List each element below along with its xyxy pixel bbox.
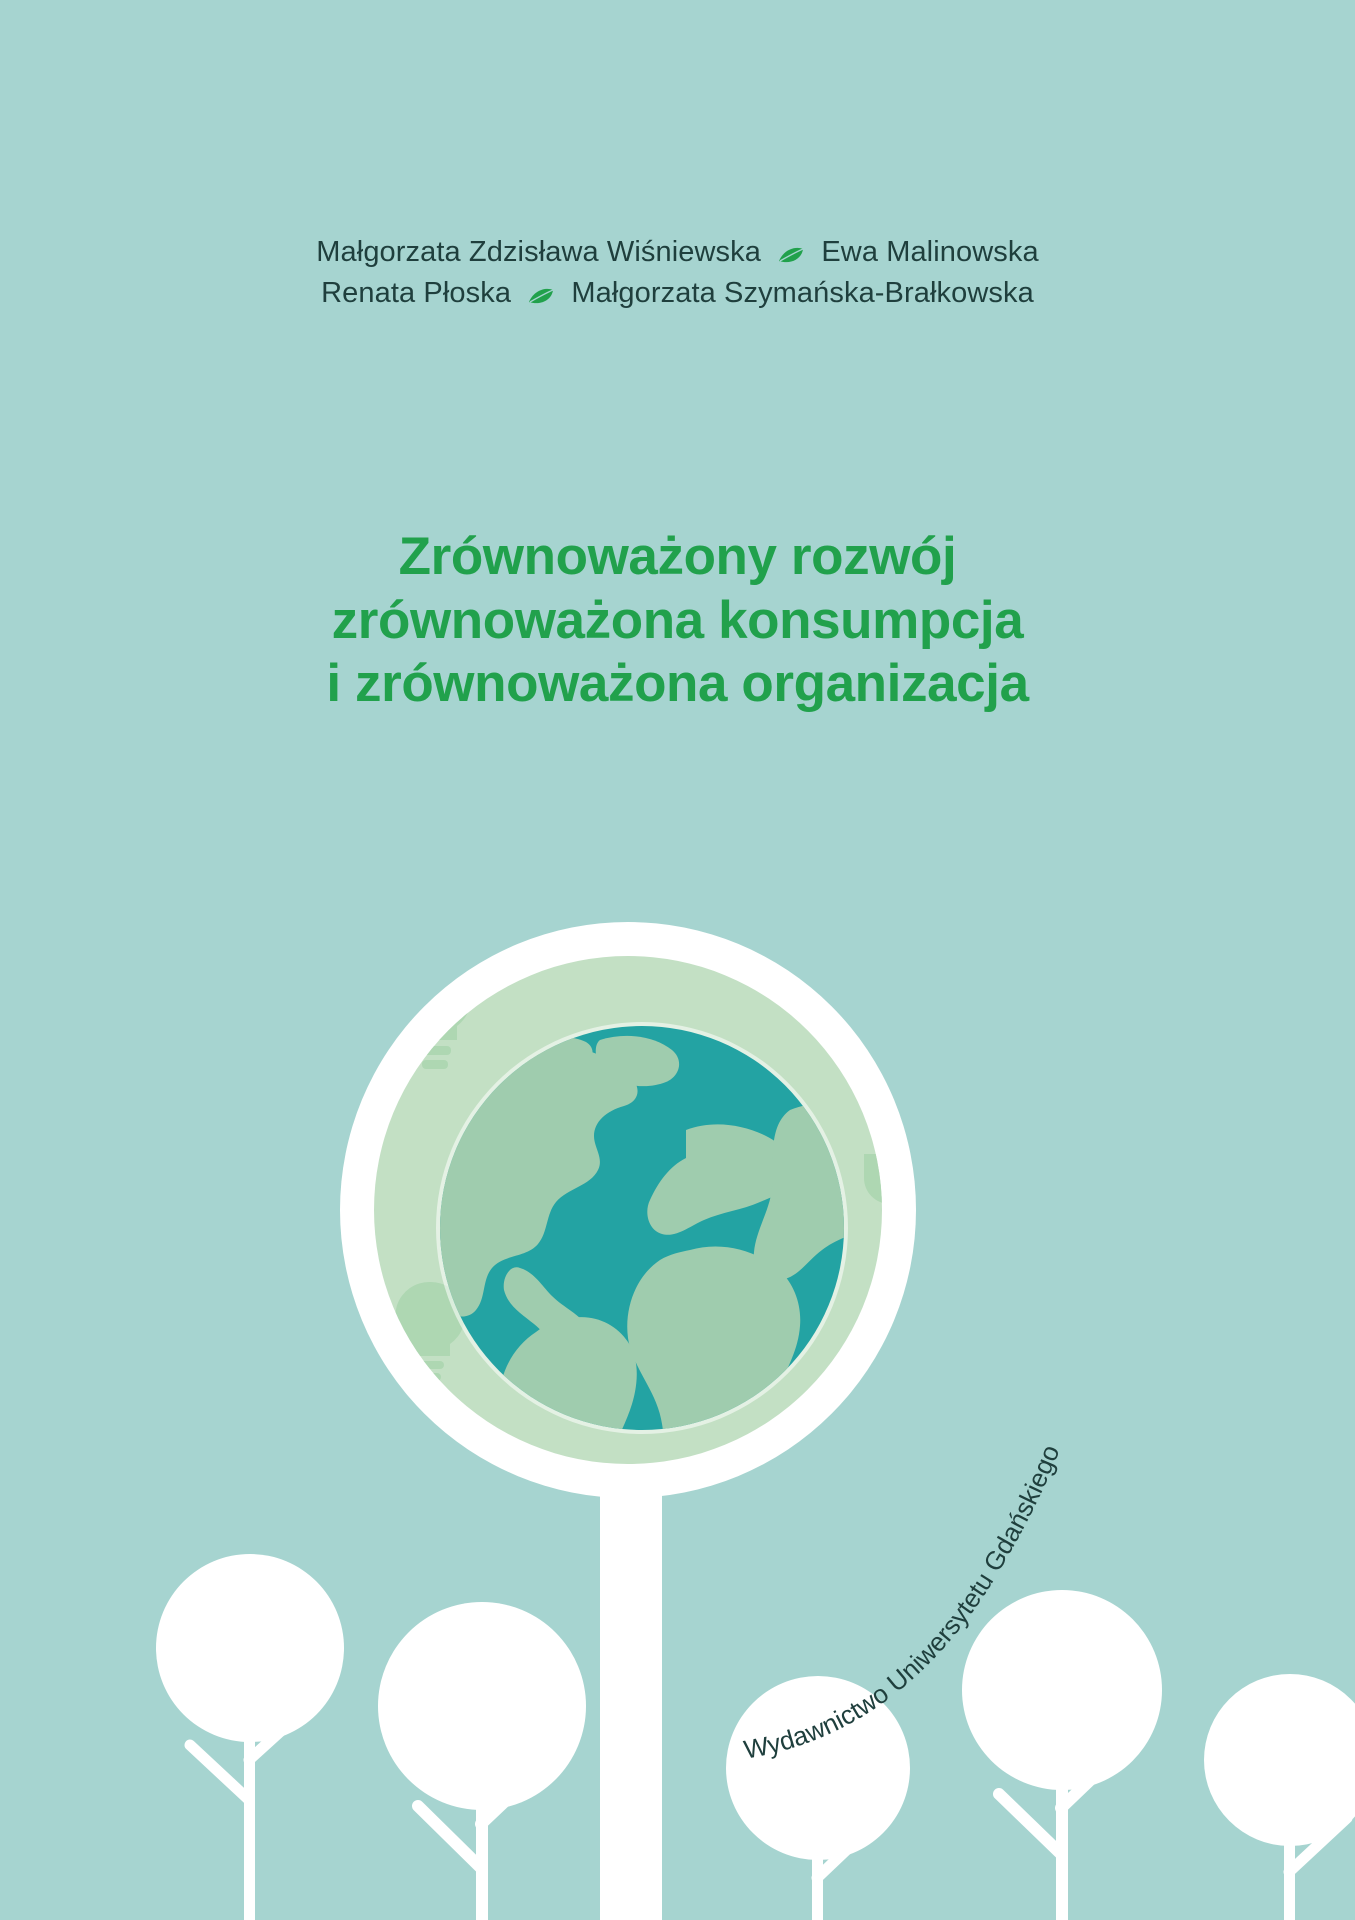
- author-name-1: Małgorzata Zdzisława Wiśniewska: [316, 236, 761, 268]
- page-title: [0, 525, 1355, 716]
- leaf-icon: [528, 288, 554, 305]
- leaf-icon: [855, 956, 961, 1036]
- authors-block: [0, 232, 1355, 314]
- author-name-4: Małgorzata Szymańska-Brałkowska: [571, 277, 1034, 310]
- author-name-2: Ewa Malinowska: [821, 236, 1039, 268]
- leaf-icon: [778, 247, 804, 264]
- title-line-1: Zrównoważony rozwój: [398, 527, 957, 586]
- car-icon: [774, 1518, 908, 1588]
- trash-bin-recycle-icon: [963, 1081, 1057, 1182]
- authors-line-2: [0, 273, 1355, 314]
- title-line-3: i zrównoważona organizacja: [326, 654, 1029, 714]
- lightbulb-icon: [946, 1212, 1054, 1344]
- title-line-2: zrównoważona konsumpcja: [331, 590, 1024, 650]
- leaf-icon: [639, 826, 741, 905]
- authors-line-1: [0, 232, 1355, 273]
- leaf-icon: [918, 1350, 1026, 1444]
- author-name-3: Renata Płoska: [321, 277, 512, 310]
- svg-text:Wydawnictwo Uniwersytetu Gdańs: Wydawnictwo Uniwersytetu Gdańskiego: [741, 1440, 1066, 1765]
- water-drop-icon: [815, 904, 895, 1018]
- leaf-icon: [471, 1477, 579, 1575]
